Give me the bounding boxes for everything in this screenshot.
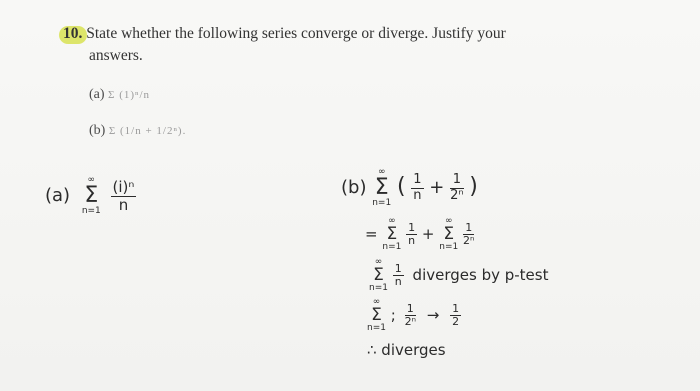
hand-b-split [365,217,474,252]
split-frac-2-num: 1 [463,222,474,235]
part-a-label: (a) [89,87,105,102]
hand-a-denominator: n [118,195,129,214]
hand-b-term1-den: n [413,187,422,203]
part-a-prompt [89,87,150,103]
diverges-by-ptest-text: diverges by p-test [412,266,549,284]
hand-limit-line [367,298,461,333]
hand-p-test-line [369,258,548,293]
hand-part-a [45,176,136,216]
limit-sigma: ∞ Σ n=1 [367,297,386,333]
hand-part-b: (b) ∞ Σ n=1 ( $\frac{1}{n}$ + $\frac{1}{\text{2ⁿ}}$ ) [341,167,478,208]
split-frac-2 [463,222,474,247]
split-frac-1 [406,222,417,247]
part-b-prompt [89,123,186,139]
part-b-label: (b) [89,123,106,138]
hand-b-term1-num: 1 [413,172,422,188]
ptest-frac-den: n [394,275,402,288]
ptest-sigma-bottom: n=1 [369,283,388,293]
hand-a-sigma: ∞ Σ n=1 [81,175,101,216]
limit-sigma-bottom: n=1 [367,323,386,333]
hand-a-label: (a) [45,185,71,206]
limit-half [450,303,461,328]
split-sigma-1: ∞ Σ n=1 [382,216,402,252]
limit-frac [405,303,416,328]
split-frac-1-den: n [408,234,416,247]
split-sigma-2: ∞ Σ n=1 [439,216,459,252]
ptest-frac [393,263,404,288]
hand-b-label: (b) [341,177,367,198]
limit-half-den: 2 [452,315,460,328]
problem-number: 10. [63,25,83,42]
split-sigma-2-bottom: n=1 [439,242,459,252]
hand-a-sigma-bottom: n=1 [81,206,101,216]
split-frac-2-den: 2ⁿ [463,234,475,247]
hand-b-sigma-top: ∞ [377,167,386,177]
limit-half-num: 1 [452,301,460,315]
ptest-sigma-top: ∞ [374,257,383,267]
split-plus: + [421,225,435,243]
hand-b-term2-num: 1 [450,173,463,188]
problem-text-line1: State whether the following series converge or diverge. Justify your [86,25,506,42]
hand-a-fraction [111,179,137,213]
hand-a-sigma-top: ∞ [87,175,96,185]
hand-b-term2-den: 2ⁿ [450,187,464,203]
split-sigma-1-bottom: n=1 [382,242,402,252]
hand-a-numerator: (i)ⁿ [112,178,135,196]
hand-b-term2 [450,173,463,203]
problem-line-2: answers. [89,47,143,64]
hand-b-sigma: ∞ Σ n=1 [372,167,392,208]
split-sigma-2-top: ∞ [445,216,453,226]
part-b-expression: Σ (1/n + 1/2ⁿ). [108,125,187,137]
limit-arrow: → [426,306,440,324]
ptest-frac-num: 1 [394,261,402,275]
limit-frac-den: 2ⁿ [404,315,416,328]
limit-semicolon: ; [390,306,396,324]
split-equals: = [365,225,378,243]
hand-conclusion: ∴ diverges [367,341,446,359]
limit-frac-num: 1 [405,303,416,316]
problem-line-1 [63,25,506,43]
split-frac-1-num: 1 [408,220,416,234]
ptest-sigma: ∞ Σ n=1 [369,257,388,293]
split-sigma-1-top: ∞ [388,216,396,226]
limit-sigma-top: ∞ [372,297,381,307]
hand-b-sigma-bottom: n=1 [372,198,392,208]
hand-b-term1 [411,173,423,203]
problem-statement [0,0,700,160]
part-a-expression: Σ (1)ⁿ/n [108,89,151,101]
